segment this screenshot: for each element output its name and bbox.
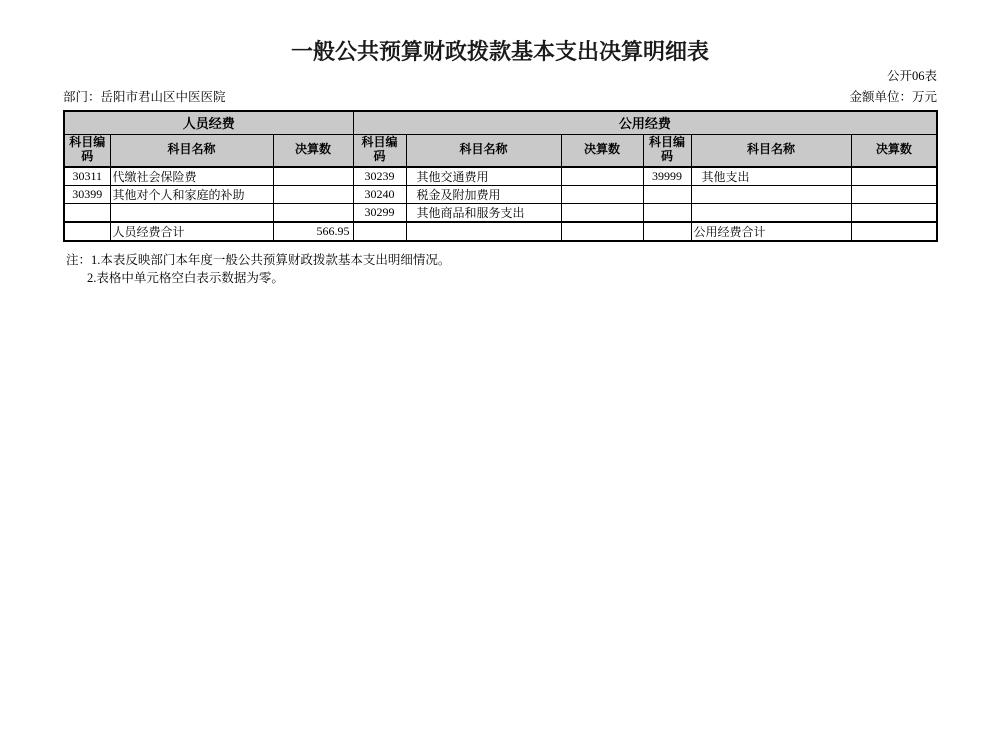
subject-code-cell: 30239 — [353, 167, 406, 186]
footnote-2: 2.表格中单元格空白表示数据为零。 — [87, 271, 284, 285]
meta-block — [63, 69, 937, 105]
amount-cell — [273, 186, 353, 204]
col-header-final-amount: 决算数 — [273, 134, 353, 167]
amount-cell — [851, 204, 937, 223]
subject-name-cell — [110, 204, 273, 223]
table-row — [64, 186, 937, 204]
subject-code-cell: 30299 — [353, 204, 406, 223]
footnotes — [66, 251, 1000, 287]
personnel-total-label-cell: 人员经费合计 — [110, 222, 273, 241]
subject-name-cell — [406, 222, 561, 241]
personnel-total-amount-cell: 566.95 — [273, 222, 353, 241]
page-title: 一般公共预算财政拨款基本支出决算明细表 — [290, 39, 709, 64]
meta-row — [63, 90, 937, 105]
amount-cell — [851, 167, 937, 186]
subject-code-cell — [353, 222, 406, 241]
subject-name-cell — [691, 204, 851, 223]
subject-name-cell: 其他对个人和家庭的补助 — [110, 186, 273, 204]
subject-name-cell: 税金及附加费用 — [406, 186, 561, 204]
table-row — [64, 167, 937, 186]
subject-code-cell — [64, 204, 110, 223]
amount-cell — [561, 204, 643, 223]
subject-code-cell — [643, 186, 691, 204]
department-label: 部门：岳阳市君山区中医医院 — [63, 90, 226, 104]
amount-cell — [273, 167, 353, 186]
col-header-subject-name: 科目名称 — [406, 134, 561, 167]
public-total-label-cell: 公用经费合计 — [691, 222, 851, 241]
col-header-subject-name: 科目名称 — [691, 134, 851, 167]
group-personnel-expenses: 人员经费 — [64, 111, 353, 134]
group-public-expenses: 公用经费 — [353, 111, 937, 134]
budget-table — [63, 110, 938, 242]
subject-name-cell: 其他支出 — [691, 167, 851, 186]
subject-code-cell — [643, 222, 691, 241]
col-header-final-amount: 决算数 — [851, 134, 937, 167]
amount-cell — [273, 204, 353, 223]
subject-code-cell: 30311 — [64, 167, 110, 186]
amount-cell — [851, 186, 937, 204]
footnote-1: 注：1.本表反映部门本年度一般公共预算财政拨款基本支出明细情况。 — [66, 253, 451, 267]
col-header-subject-code: 科目编码 — [64, 134, 110, 167]
public-total-amount-cell — [851, 222, 937, 241]
table-code-label: 公开06表 — [886, 69, 937, 83]
subject-code-cell: 30399 — [64, 186, 110, 204]
amount-cell — [561, 167, 643, 186]
total-row — [64, 222, 937, 241]
subject-name-cell: 代缴社会保险费 — [110, 167, 273, 186]
subject-name-cell: 其他商品和服务支出 — [406, 204, 561, 223]
subject-code-cell — [64, 222, 110, 241]
amount-cell — [561, 222, 643, 241]
document-page — [0, 35, 1000, 741]
amount-cell — [561, 186, 643, 204]
col-header-final-amount: 决算数 — [561, 134, 643, 167]
col-header-subject-code: 科目编码 — [353, 134, 406, 167]
table-row — [64, 204, 937, 223]
group-header-row — [64, 111, 937, 134]
subject-name-cell — [691, 186, 851, 204]
subject-code-cell: 30240 — [353, 186, 406, 204]
subject-code-cell — [643, 204, 691, 223]
column-header-row — [64, 134, 937, 167]
unit-label: 金额单位：万元 — [849, 90, 937, 104]
col-header-subject-code: 科目编码 — [643, 134, 691, 167]
subject-code-cell: 39999 — [643, 167, 691, 186]
subject-name-cell: 其他交通费用 — [406, 167, 561, 186]
col-header-subject-name: 科目名称 — [110, 134, 273, 167]
